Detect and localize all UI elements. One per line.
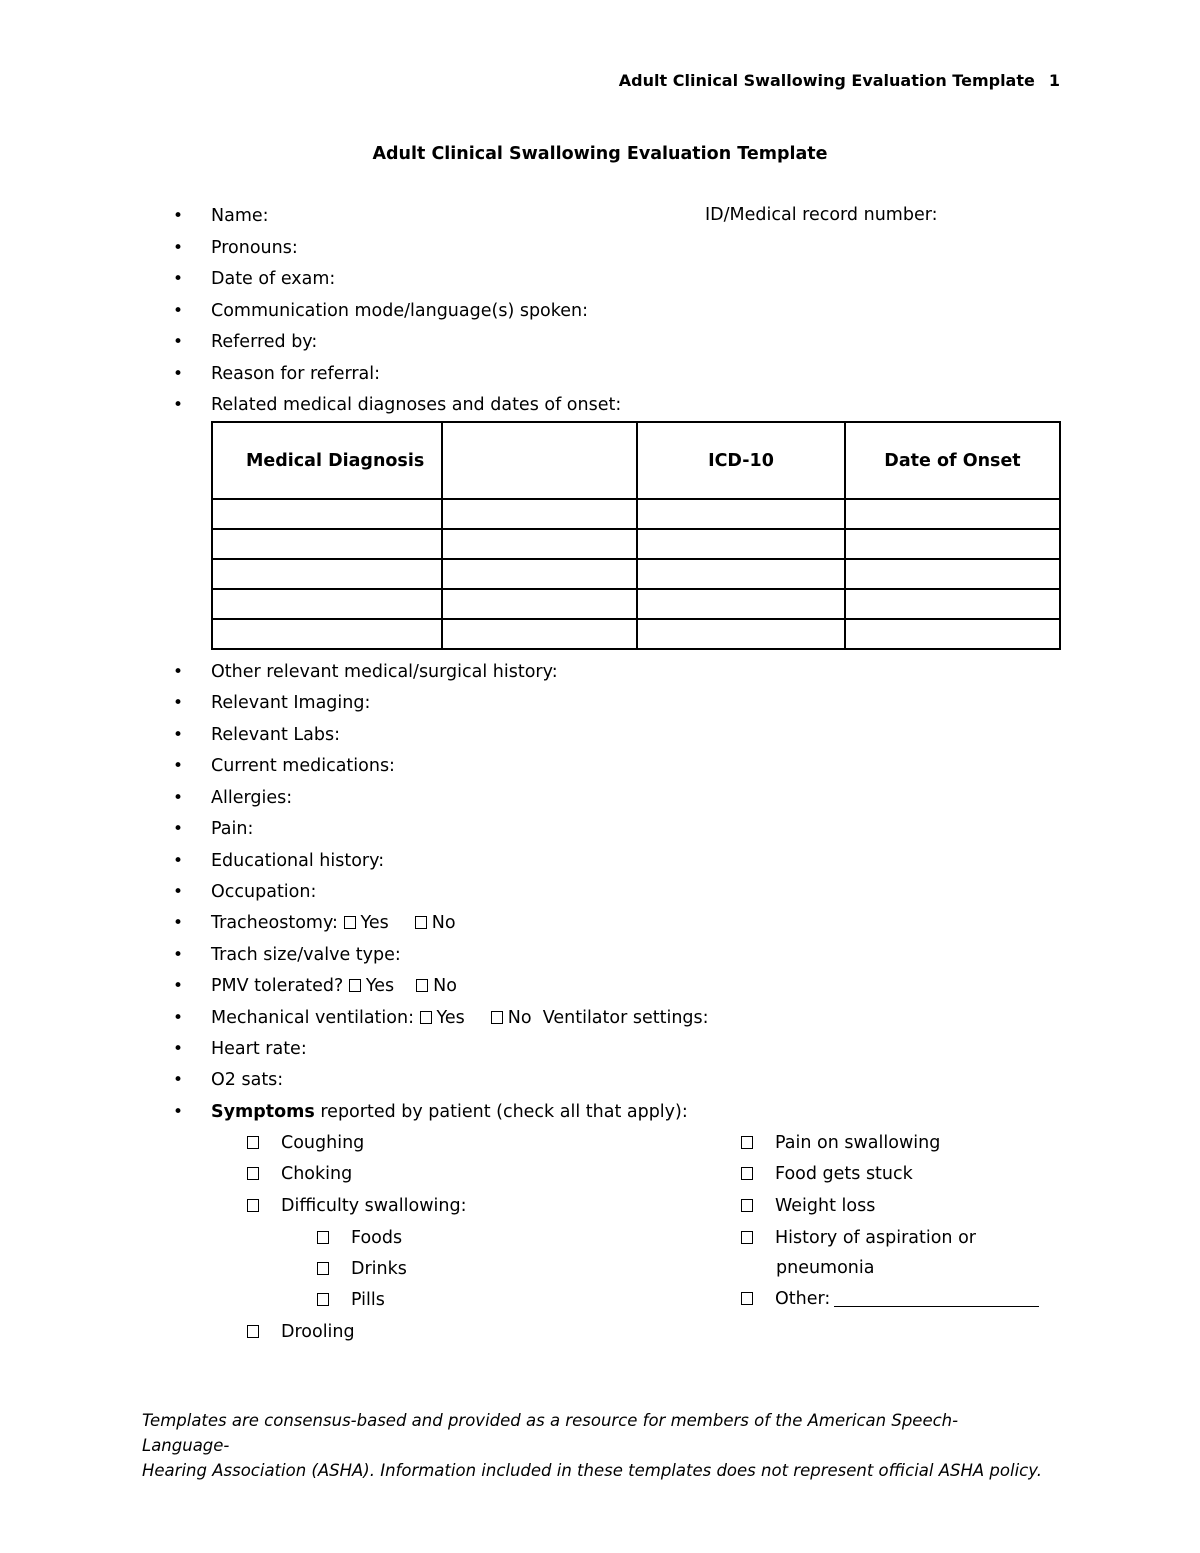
symptom-label: Drooling — [281, 1322, 355, 1342]
table-cell[interactable] — [845, 529, 1060, 559]
field-trach-label: Tracheostomy: — [211, 913, 338, 933]
footer-line-2: Hearing Association (ASHA). Information included in these templates does not represent official ASHA policy. — [142, 1461, 1042, 1480]
other-blank-line[interactable] — [834, 1289, 1039, 1307]
diagnosis-table — [211, 421, 1061, 650]
checkbox[interactable] — [317, 1293, 329, 1306]
header-medical-diagnosis: Medical Diagnosis — [212, 422, 442, 499]
table-row — [212, 499, 1060, 529]
checkbox[interactable] — [741, 1199, 753, 1212]
table-cell[interactable] — [637, 619, 845, 649]
bullet-icon: • — [172, 1039, 184, 1059]
symptom-food-stuck[interactable] — [741, 1163, 913, 1185]
checkbox[interactable] — [317, 1262, 329, 1275]
bullet-icon: • — [172, 693, 184, 713]
symptom-label: Food gets stuck — [775, 1164, 913, 1184]
pmv-no-checkbox[interactable] — [416, 979, 428, 992]
field-id-number-label[interactable]: ID/Medical record number: — [705, 205, 938, 225]
bullet-icon: • — [172, 788, 184, 808]
field-pain-label: Pain: — [211, 819, 254, 839]
symptom-drooling[interactable] — [247, 1321, 355, 1343]
bullet-icon: • — [172, 662, 184, 682]
field-communication-label: Communication mode/language(s) spoken: — [211, 301, 589, 321]
field-pmv-label: PMV tolerated? — [211, 976, 344, 996]
symptom-other[interactable] — [741, 1288, 1039, 1310]
bullet-icon: • — [172, 395, 184, 415]
symptom-pills[interactable] — [317, 1289, 385, 1311]
page-number: 1 — [1048, 71, 1060, 90]
field-labs-label: Relevant Labs: — [211, 725, 340, 745]
table-row — [212, 559, 1060, 589]
checkbox[interactable] — [247, 1325, 259, 1338]
field-referred-label: Referred by: — [211, 332, 318, 352]
symptom-label: Coughing — [281, 1133, 365, 1153]
field-occupation-label: Occupation: — [211, 882, 317, 902]
table-cell[interactable] — [212, 619, 442, 649]
running-header — [560, 71, 1060, 90]
symptom-coughing[interactable] — [247, 1132, 364, 1154]
table-row — [212, 529, 1060, 559]
footer-line-1: Templates are consensus-based and provided as a resource for members of the American Speech-Language- — [142, 1411, 959, 1455]
pmv-yes-label: Yes — [365, 976, 395, 996]
field-diagnoses-label: Related medical diagnoses and dates of onset: — [211, 395, 622, 415]
vent-no-label: No — [507, 1008, 532, 1028]
table-cell[interactable] — [845, 559, 1060, 589]
checkbox[interactable] — [741, 1292, 753, 1305]
header-blank — [442, 422, 637, 499]
symptoms-rest-label: reported by patient (check all that apply): — [314, 1102, 688, 1122]
checkbox[interactable] — [741, 1136, 753, 1149]
header-date-of-onset: Date of Onset — [845, 422, 1060, 499]
symptom-label: Pills — [351, 1290, 385, 1310]
symptom-aspiration-cont — [776, 1257, 875, 1279]
table-cell[interactable] — [442, 529, 637, 559]
field-trach-size-label: Trach size/valve type: — [211, 945, 401, 965]
field-name-label: Name: — [211, 206, 269, 226]
symptom-label: History of aspiration or — [775, 1228, 976, 1248]
table-row — [212, 589, 1060, 619]
field-medications-label: Current medications: — [211, 756, 395, 776]
symptom-label: Foods — [351, 1228, 403, 1248]
field-education-label: Educational history: — [211, 851, 385, 871]
bullet-icon: • — [172, 756, 184, 776]
bullet-icon: • — [172, 332, 184, 352]
table-header-row — [212, 422, 1060, 499]
table-cell[interactable] — [845, 619, 1060, 649]
symptom-weight-loss[interactable] — [741, 1195, 875, 1217]
bullet-icon: • — [172, 269, 184, 289]
field-imaging-label: Relevant Imaging: — [211, 693, 371, 713]
field-mech-vent-label: Mechanical ventilation: — [211, 1008, 414, 1028]
bullet-icon: • — [172, 976, 184, 996]
symptom-choking[interactable] — [247, 1163, 352, 1185]
running-title: Adult Clinical Swallowing Evaluation Template — [618, 71, 1035, 90]
symptom-pain-swallowing[interactable] — [741, 1132, 940, 1154]
field-heart-rate-label: Heart rate: — [211, 1039, 307, 1059]
checkbox[interactable] — [247, 1199, 259, 1212]
table-cell[interactable] — [442, 619, 637, 649]
page-title: Adult Clinical Swallowing Evaluation Template — [372, 144, 828, 164]
checkbox[interactable] — [317, 1231, 329, 1244]
field-pronouns-label: Pronouns: — [211, 238, 298, 258]
symptom-foods[interactable] — [317, 1227, 402, 1249]
field-other-history-label: Other relevant medical/surgical history: — [211, 662, 558, 682]
table-cell[interactable] — [442, 589, 637, 619]
bullet-icon: • — [172, 725, 184, 745]
vent-yes-checkbox[interactable] — [420, 1011, 432, 1024]
header-icd10: ICD-10 — [637, 422, 845, 499]
table-cell[interactable] — [637, 499, 845, 529]
symptom-drinks[interactable] — [317, 1258, 407, 1280]
vent-yes-label: Yes — [436, 1008, 465, 1028]
bullet-icon: • — [172, 364, 184, 384]
table-cell[interactable] — [212, 589, 442, 619]
footer-note — [142, 1408, 1042, 1483]
table-cell[interactable] — [637, 589, 845, 619]
bullet-icon: • — [172, 206, 184, 226]
pmv-yes-checkbox[interactable] — [349, 979, 361, 992]
table-cell[interactable] — [442, 499, 637, 529]
checkbox[interactable] — [741, 1231, 753, 1244]
table-row — [212, 619, 1060, 649]
table-cell[interactable] — [442, 559, 637, 589]
bullet-icon: • — [172, 819, 184, 839]
trach-no-checkbox[interactable] — [415, 916, 427, 929]
table-cell[interactable] — [212, 499, 442, 529]
field-date-label: Date of exam: — [211, 269, 336, 289]
trach-yes-label: Yes — [360, 913, 389, 933]
table-cell[interactable] — [212, 529, 442, 559]
symptom-label: Weight loss — [775, 1196, 876, 1216]
symptom-label: Drinks — [351, 1259, 407, 1279]
table-cell[interactable] — [637, 559, 845, 589]
trach-yes-checkbox[interactable] — [344, 916, 356, 929]
symptom-label: Other: — [775, 1289, 831, 1309]
symptom-label: Pain on swallowing — [775, 1133, 941, 1153]
table-cell[interactable] — [212, 559, 442, 589]
symptoms-bold-label: Symptoms — [211, 1102, 315, 1122]
symptom-label: Choking — [281, 1164, 353, 1184]
checkbox[interactable] — [247, 1167, 259, 1180]
table-cell[interactable] — [845, 589, 1060, 619]
table-cell[interactable] — [637, 529, 845, 559]
symptom-label: Difficulty swallowing: — [281, 1196, 467, 1216]
table-cell[interactable] — [845, 499, 1060, 529]
field-reason-label: Reason for referral: — [211, 364, 381, 384]
bullet-icon: • — [172, 1102, 184, 1122]
checkbox[interactable] — [247, 1136, 259, 1149]
vent-no-checkbox[interactable] — [491, 1011, 503, 1024]
bullet-icon: • — [172, 851, 184, 871]
checkbox[interactable] — [741, 1167, 753, 1180]
field-allergies-label: Allergies: — [211, 788, 293, 808]
vent-settings-label: Ventilator settings: — [542, 1008, 709, 1028]
symptom-difficulty[interactable] — [247, 1195, 466, 1217]
bullet-icon: • — [172, 1008, 184, 1028]
bullet-icon: • — [172, 238, 184, 258]
bullet-icon: • — [172, 301, 184, 321]
field-o2-label: O2 sats: — [211, 1070, 284, 1090]
bullet-icon: • — [172, 882, 184, 902]
symptom-label: pneumonia — [776, 1258, 875, 1278]
symptom-aspiration[interactable] — [741, 1227, 976, 1249]
pmv-no-label: No — [433, 976, 457, 996]
bullet-icon: • — [172, 1070, 184, 1090]
trach-no-label: No — [431, 913, 456, 933]
bullet-icon: • — [172, 945, 184, 965]
bullet-icon: • — [172, 913, 184, 933]
